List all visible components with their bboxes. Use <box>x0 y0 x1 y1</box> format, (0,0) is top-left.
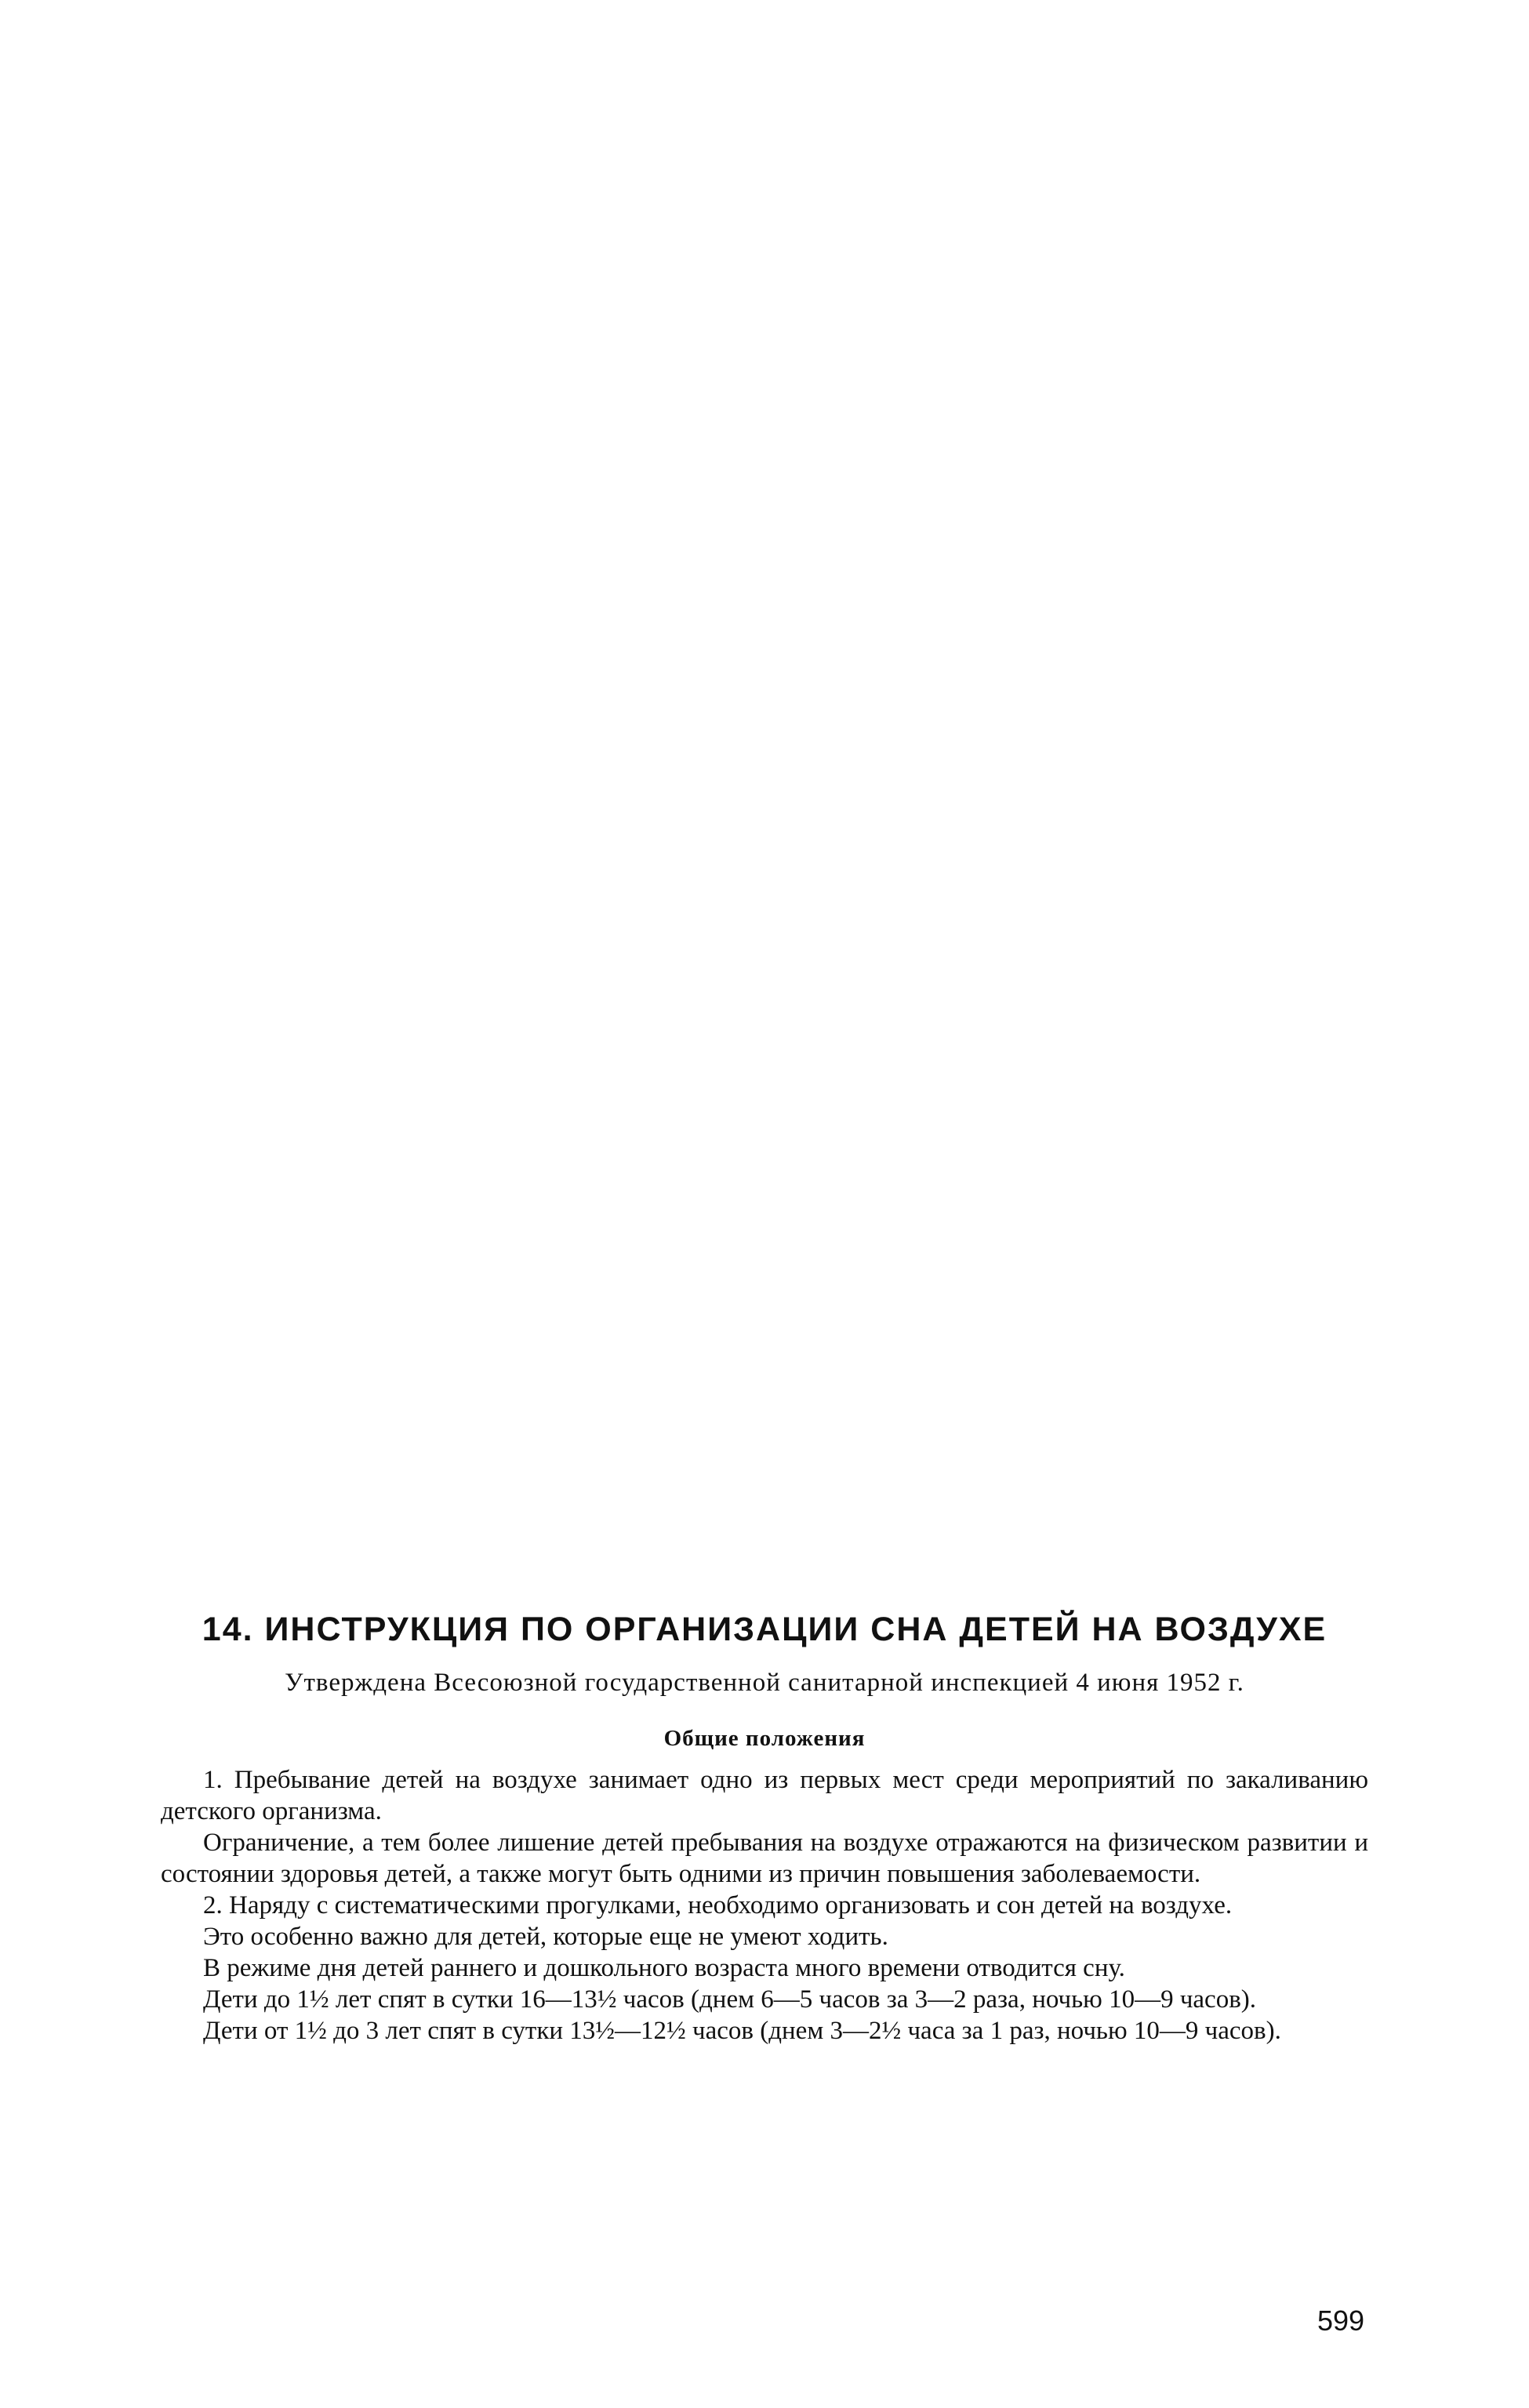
approval-subtitle: Утверждена Всесоюзной государственной санитарной инспекцией 4 июня 1952 г. <box>285 1669 1244 1697</box>
paragraph-5: В режиме дня детей раннего и дошкольного возраста много времени отводится сну. <box>203 1954 1125 1982</box>
paragraph-4: Это особенно важно для детей, которые еще не умеют ходить. <box>203 1923 888 1951</box>
paragraph-3: 2. Наряду с систематическими прогулками, необходимо организовать и сон детей на воздухе. <box>203 1891 1233 1919</box>
paragraph-7: Дети от 1½ до 3 лет спят в сутки 13½—12½ часов (днем 3—2½ часа за 1 раз, ночью 10—9 часов). <box>203 2017 1281 2045</box>
page-number: 599 <box>1317 2304 1365 2337</box>
paragraph-1: 1. Пребывание детей на воздухе занимает одно из первых мест среди мероприятий по закаливанию детского организма. <box>161 1766 1368 1825</box>
paragraph-6: Дети до 1½ лет спят в сутки 16—13½ часов (днем 6—5 часов за 3—2 раза, ночью 10—9 часов). <box>203 1985 1257 2014</box>
section-heading: Общие положения <box>663 1726 866 1751</box>
paragraph-2: Ограничение, а тем более лишение детей пребывания на воздухе отражаются на физическом развитии и состоянии здоровья детей, а также могут быть одними из причин повышения заболеваемости. <box>161 1829 1368 1888</box>
text-block <box>161 1607 1368 2047</box>
document-title: 14. ИНСТРУКЦИЯ ПО ОРГАНИЗАЦИИ СНА ДЕТЕЙ НА ВОЗДУХЕ <box>202 1611 1327 1648</box>
